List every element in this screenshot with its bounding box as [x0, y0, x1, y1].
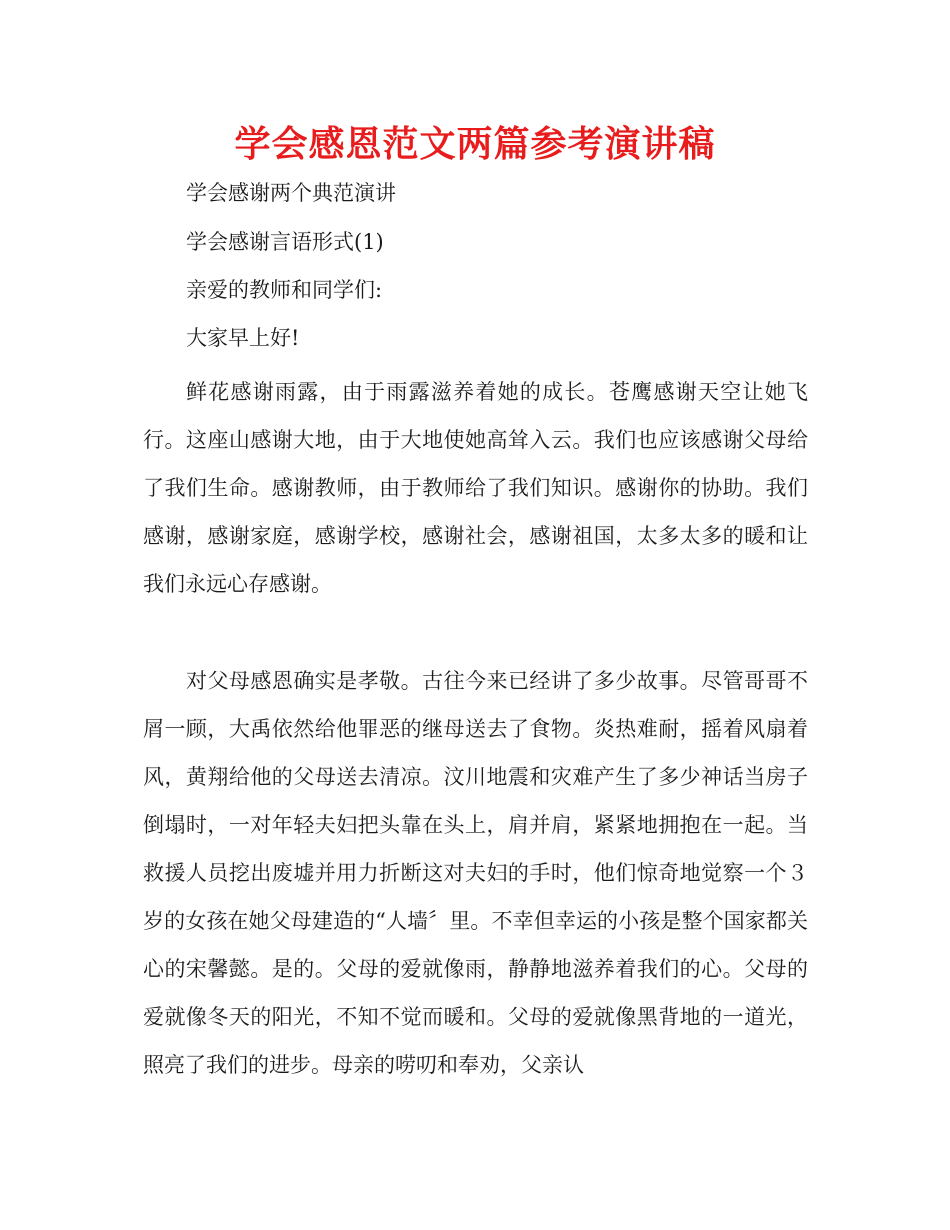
paragraph-gratitude: 鲜花感谢雨露，由于雨露滋养着她的成长。苍鹰感谢天空让她飞行。这座山感谢大地，由于大地使她高耸入云。我们也应该感谢父母给了我们生命。感谢教师，由于教师给了我们知识。感谢你的协助。我们感谢，感谢家庭，感谢学校，感谢社会，感谢祖国，太多太多的暖和让我们永远心存感谢。	[143, 380, 808, 596]
paragraph-parents: 对父母感恩确实是孝敬。古往今来已经讲了多少故事。尽管哥哥不屑一顾，大禹依然给他罪恶的继母送去了食物。炎热难耐，摇着风扇着风，黄翔给他的父母送去清凉。汶川地震和灾难产生了多少神话当房子倒塌时，一对年轻夫妇把头靠在头上，肩并肩，紧紧地拥抱在一起。当救援人员挖出废墟并用力折断这对夫妇的手时，他们惊奇地觉察一个３岁的女孩在她父母建造的“人墙〞里。不幸但幸运的小孩是整个国家都关心的宋馨懿。是的。父母的爱就像雨，静静地滋养着我们的心。父母的爱就像冬天的阳光，不知不觉而暖和。父母的爱就像黑背地的一道光，照亮了我们的进步。母亲的唠叨和奉劝，父亲认	[143, 669, 808, 1077]
salutation-line: 亲爱的教师和同学们:	[186, 278, 383, 302]
document-title: 学会感恩范文两篇参考演讲稿	[234, 124, 716, 165]
greeting-line: 大家早上好!	[186, 326, 300, 350]
subtitle-line: 学会感谢两个典范演讲	[186, 181, 396, 205]
speech-form-line: 学会感谢言语形式(1)	[186, 230, 384, 254]
